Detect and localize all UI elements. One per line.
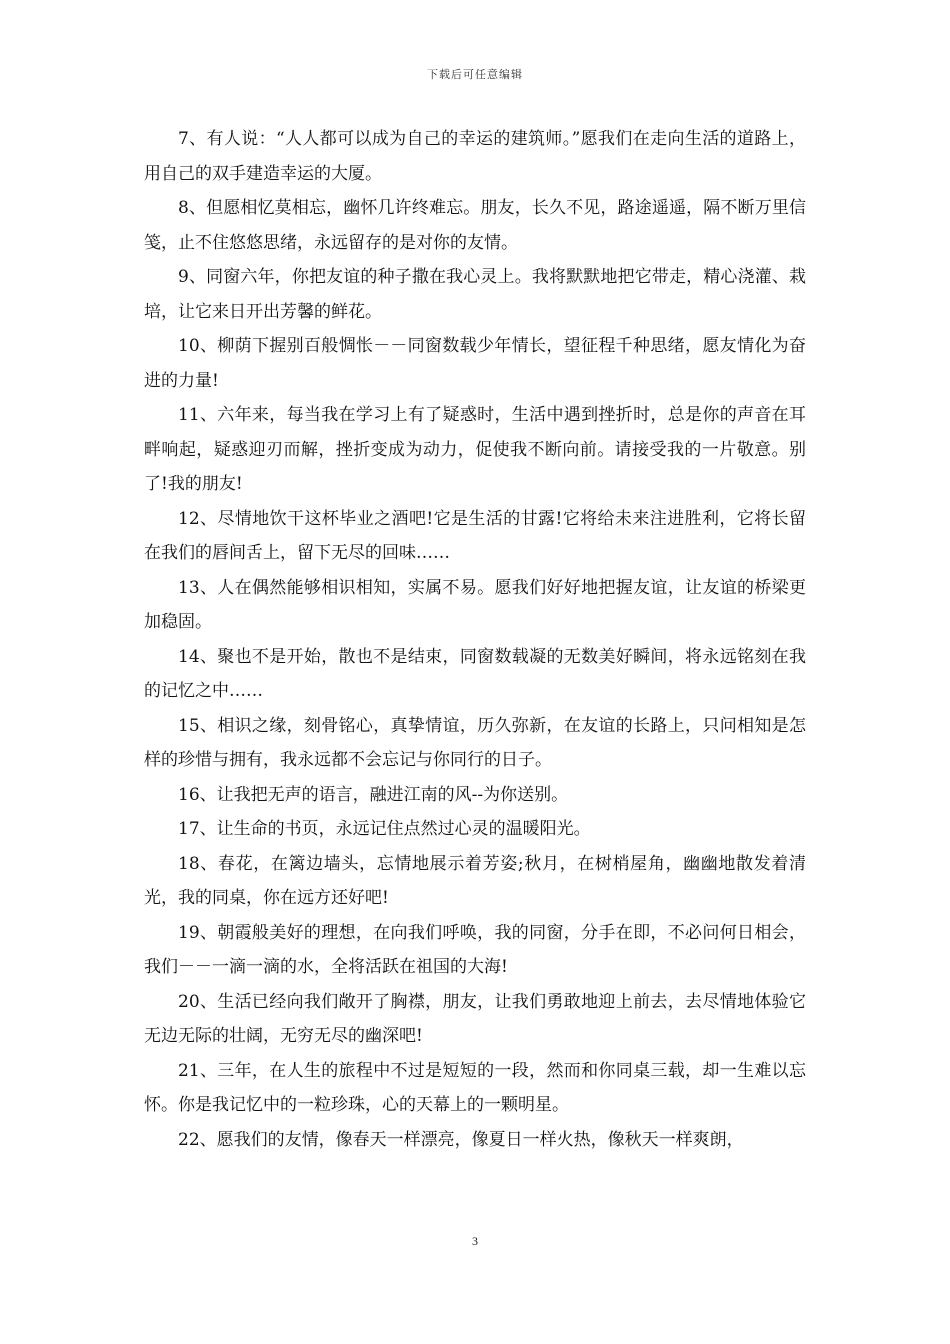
paragraph-12: 12、尽情地饮干这杯毕业之酒吧!它是生活的甘露!它将给未来注进胜利，它将长留在我们的唇间舌上，留下无尽的回味…… [144, 508, 806, 563]
paragraph-20: 20、生活已经向我们敞开了胸襟，朋友，让我们勇敢地迎上前去，去尽情地体验它无边无际的壮阔，无穷无尽的幽深吧! [144, 991, 806, 1046]
paragraph-13: 13、人在偶然能够相识相知，实属不易。愿我们好好地把握友谊，让友谊的桥梁更加稳固。 [144, 577, 806, 632]
paragraph-19: 19、朝霞般美好的理想，在向我们呼唤，我的同窗，分手在即，不必问何日相会，我们－－一滴一滴的水，全将活跃在祖国的大海! [144, 922, 806, 977]
paragraph-16: 16、让我把无声的语言，融进江南的风--为你送别。 [178, 784, 569, 805]
paragraph-11: 11、六年来，每当我在学习上有了疑惑时，生活中遇到挫折时，总是你的声音在耳畔响起，疑惑迎刃而解，挫折变成为动力，促使我不断向前。请接受我的一片敬意。别了!我的朋友! [144, 405, 806, 494]
paragraph-18: 18、春花，在篱边墙头，忘情地展示着芳姿;秋月，在树梢屋角，幽幽地散发着清光，我的同桌，你在远方还好吧! [144, 853, 806, 908]
paragraph-22: 22、愿我们的友情，像春天一样漂亮，像夏日一样火热，像秋天一样爽朗， [178, 1129, 744, 1150]
paragraph-8: 8、但愿相忆莫相忘，幽怀几许终难忘。朋友，长久不见，路途遥遥，隔不断万里信笺，止不住悠悠思绪，永远留存的是对你的友情。 [144, 198, 806, 253]
paragraph-21: 21、三年，在人生的旅程中不过是短短的一段，然而和你同桌三载，却一生难以忘怀。你是我记忆中的一粒珍珠，心的天幕上的一颗明星。 [144, 1060, 806, 1115]
paragraph-14: 14、聚也不是开始，散也不是结束，同窗数载凝的无数美好瞬间，将永远铭刻在我的记忆之中…… [144, 646, 806, 701]
paragraph-17: 17、让生命的书页，永远记住点然过心灵的温暖阳光。 [178, 819, 591, 839]
page-header: 下载后可任意编辑 [427, 68, 523, 81]
paragraph-10: 10、柳荫下握别百般惆怅－－同窗数载少年情长，望征程千种思绪，愿友情化为奋进的力量! [144, 336, 806, 391]
paragraph-9: 9、同窗六年，你把友谊的种子撒在我心灵上。我将默默地把它带走，精心浇灌、栽培，让它来日开出芳馨的鲜花。 [144, 267, 806, 322]
paragraph-7: 7、有人说：“人人都可以成为自己的幸运的建筑师。”愿我们在走向生活的道路上，用自己的双手建造幸运的大厦。 [144, 129, 806, 184]
page-number: 3 [472, 1234, 478, 1248]
paragraph-15: 15、相识之缘，刻骨铭心，真挚情谊，历久弥新，在友谊的长路上，只问相知是怎样的珍惜与拥有，我永远都不会忘记与你同行的日子。 [144, 715, 806, 770]
document-body [144, 122, 806, 1157]
